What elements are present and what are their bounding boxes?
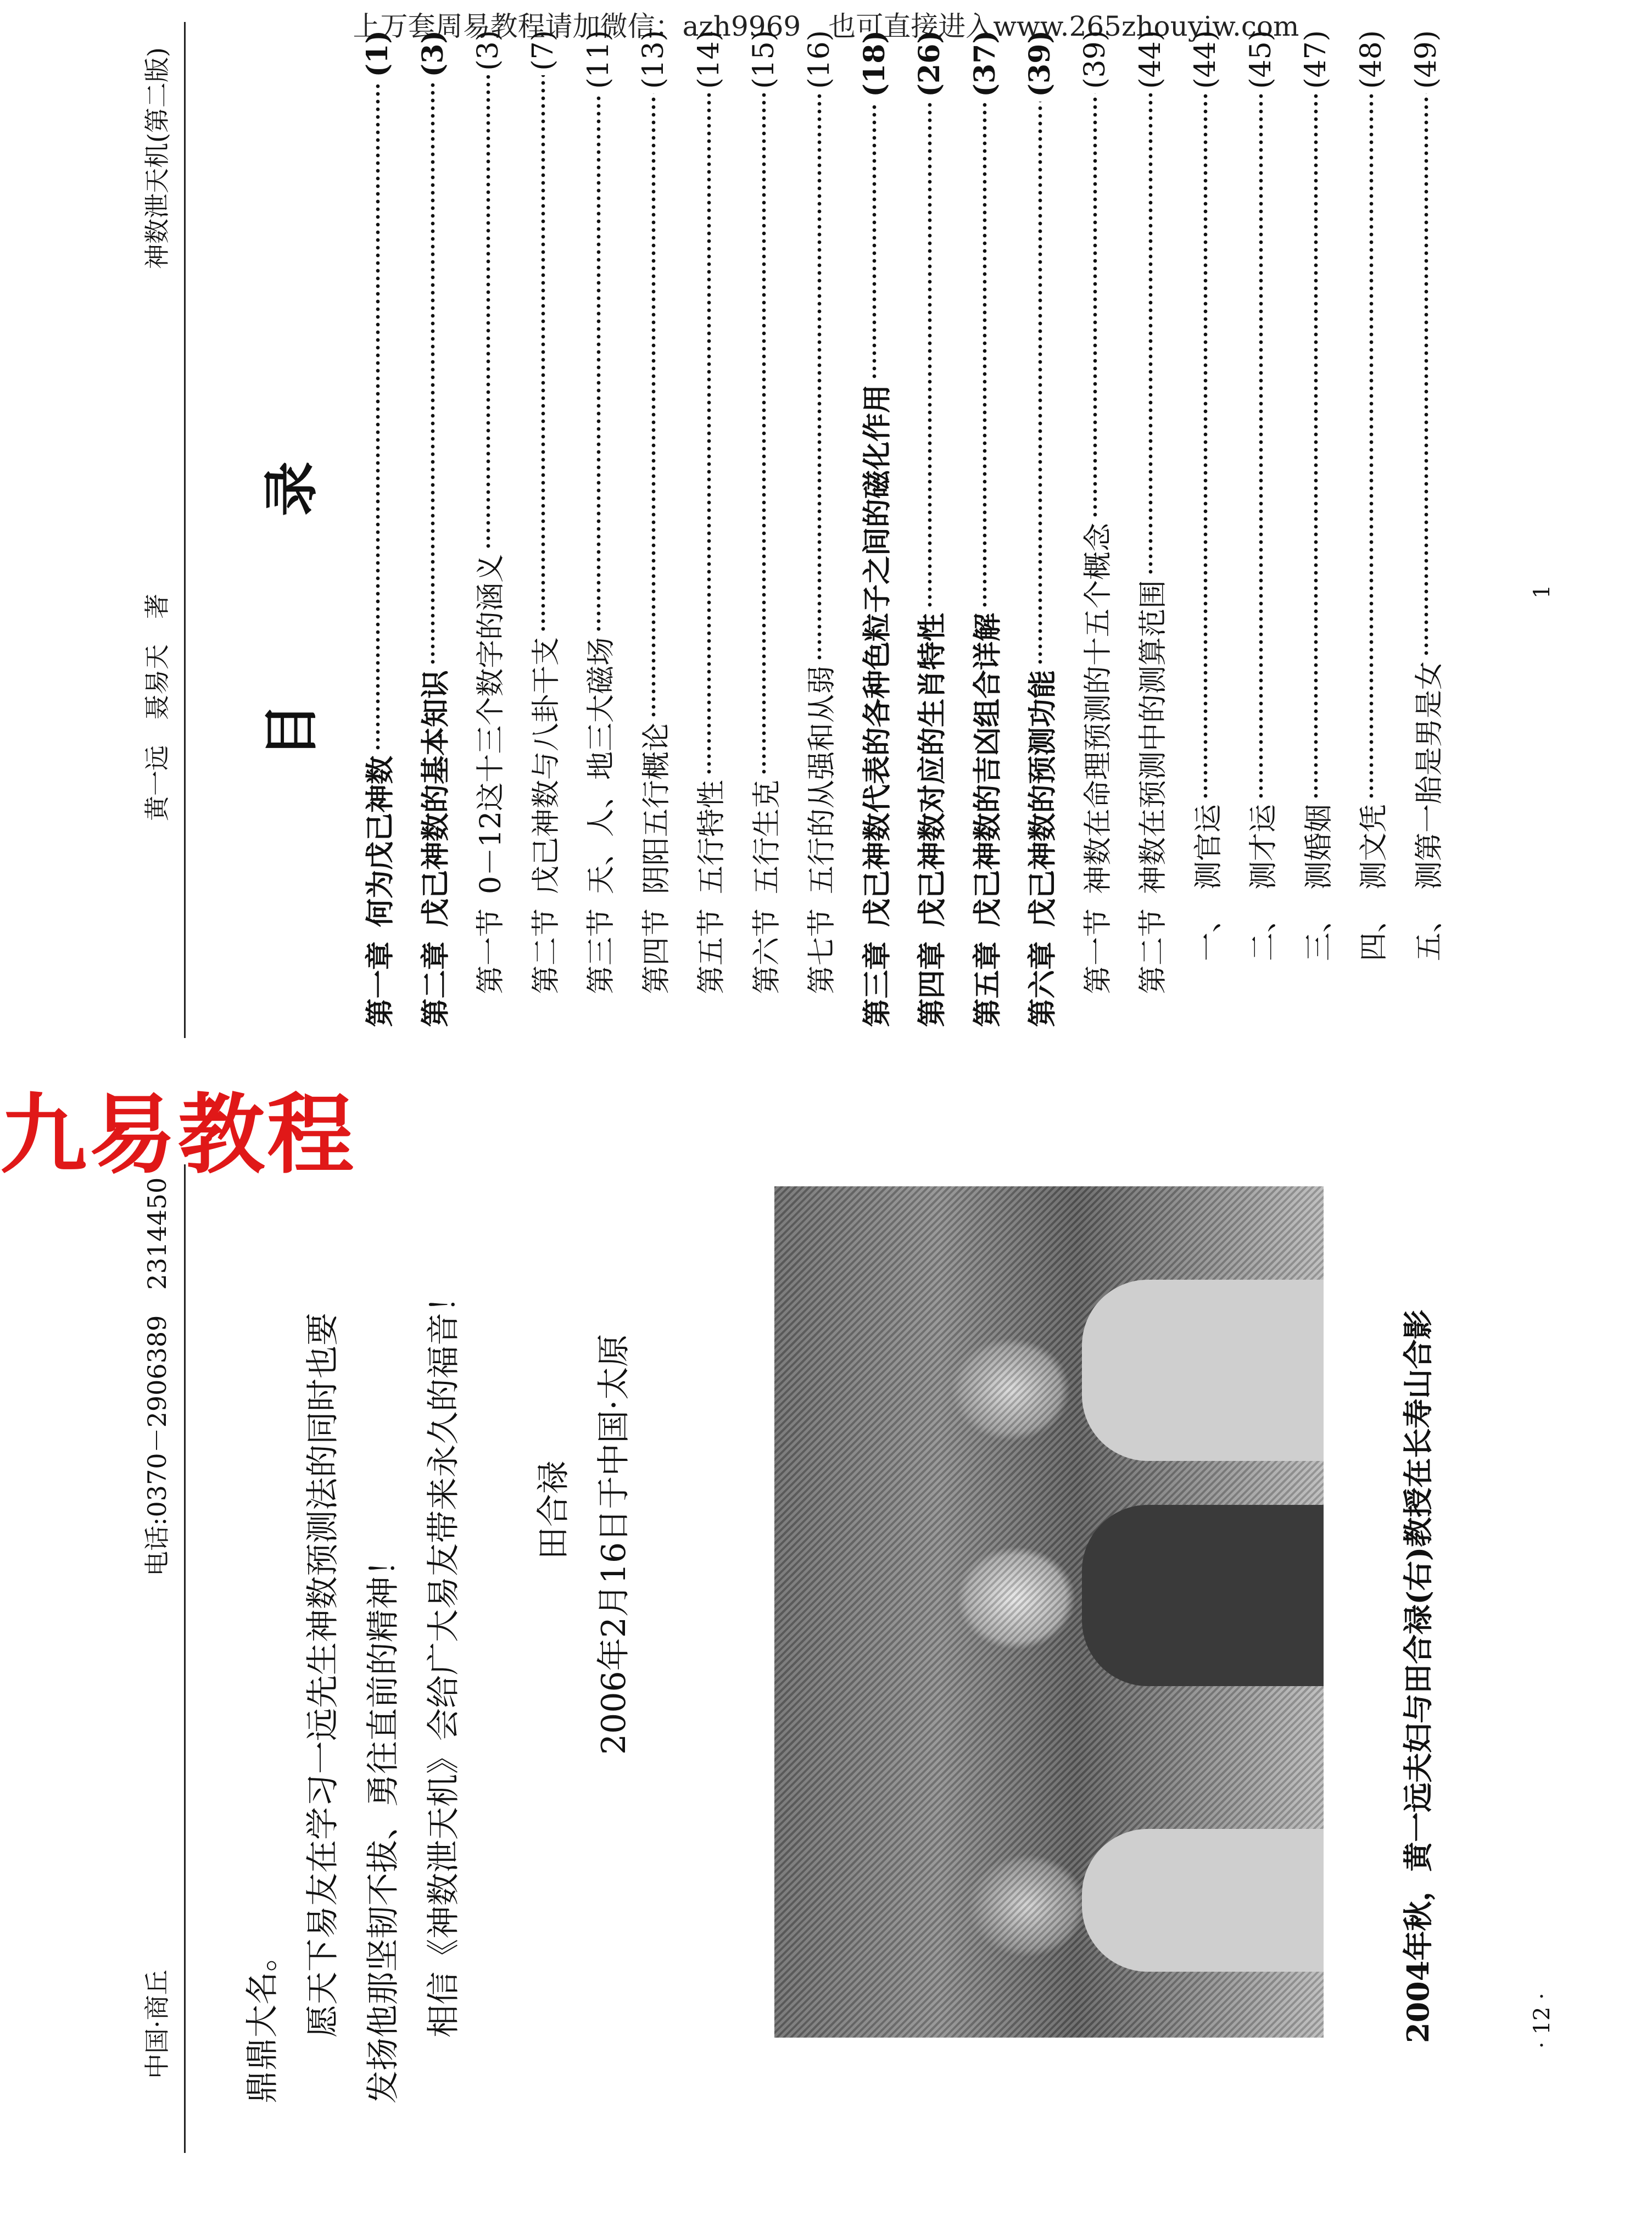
toc-entry-page: (15) (747, 30, 780, 89)
toc-entry (467, 30, 509, 994)
text-line-3: 发扬他那坚韧不拔、勇往直前的精神！ (364, 1543, 403, 2104)
toc-heading: 目 录 (259, 395, 323, 758)
toc-entry (523, 30, 564, 994)
toc-leader-dots (1148, 93, 1153, 576)
toc-entry (1185, 30, 1226, 961)
toc-leader-dots (540, 75, 546, 633)
toc-entry (744, 30, 785, 994)
toc-entry-page: (14) (692, 30, 725, 89)
watermark-logo: 九易教程 (0, 1085, 356, 1186)
toc-entry-number: 第五章 (970, 941, 1004, 1027)
toc-leader-dots (430, 81, 436, 666)
toc-entry-title: 测官运 (1192, 804, 1225, 890)
toc-entry-number: 第五节 (695, 908, 728, 994)
toc-entry-page: (11) (582, 30, 615, 89)
toc-entry (1350, 30, 1392, 961)
toc-entry-title: 戊己神数的预测功能 (1026, 670, 1059, 927)
toc-entry (688, 30, 729, 994)
toc-entry (633, 30, 674, 994)
toc-entry-page: (44) (1189, 30, 1222, 89)
toc-leader-dots (927, 102, 933, 609)
toc-entry (799, 30, 840, 994)
toc-entry-title: 神数在预测中的测算范围 (1137, 579, 1170, 894)
toc-entry-number: 第一章 (364, 941, 397, 1027)
toc-entry-number: 第二节 (1137, 908, 1170, 994)
toc-entry-title: 五行特性 (695, 779, 728, 894)
toc-entry-title: 戊己神数的吉凶组合详解 (970, 612, 1004, 927)
toc-entry (1406, 30, 1447, 961)
toc-entry (1296, 30, 1337, 961)
toc-entry-title: 戊己神数的基本知识 (418, 670, 453, 927)
toc-entry-title: 五行的从强和从弱 (806, 665, 839, 894)
toc-leader-dots (872, 102, 877, 380)
toc-entry-page: (1) (361, 30, 394, 77)
toc-entry (1240, 30, 1281, 961)
toc-entry-number: 三、 (1302, 903, 1336, 961)
toc-leader-dots (1258, 93, 1264, 800)
toc-entry-title: 测第一胎是男是女 (1413, 661, 1446, 890)
toc-entry-page: (37) (968, 30, 1002, 97)
authors-line: 黄一远 聂易天 著 (142, 594, 172, 821)
toc-leader-dots (651, 93, 656, 718)
toc-entry-number: 一、 (1192, 903, 1225, 961)
toc-entry-page: (13) (637, 30, 670, 89)
toc-leader-dots (1424, 93, 1429, 657)
toc-entry-title: 戊己神数对应的生肖特性 (916, 612, 949, 927)
toc-entry (909, 30, 950, 1027)
toc-entry-number: 二、 (1247, 903, 1280, 961)
toc-leader-dots (596, 93, 601, 633)
toc-entry (412, 30, 454, 1027)
toc-leader-dots (982, 102, 987, 609)
text-line-1: 鼎鼎大名。 (243, 1939, 282, 2104)
photo-person-left (1082, 1829, 1324, 1972)
toc-entry-page: (7) (527, 30, 560, 71)
toc-entry-page: (45) (1244, 30, 1277, 89)
header-phone: 电话:0370－2906389 2314450 (142, 1177, 172, 1576)
toc-entry (578, 30, 619, 994)
left-page-number: · 12 · (1530, 1993, 1555, 2049)
toc-entry-number: 四、 (1358, 903, 1391, 961)
toc-entry-page: (26) (913, 30, 946, 97)
toc-entry-title: 0－12这十三个数字的涵义 (475, 554, 507, 894)
toc-entry-number: 第四节 (640, 908, 673, 994)
text-line-2: 愿天下易友在学习一远先生神数预测法的同时也要 (304, 1313, 342, 2104)
toc-entry-number: 第三节 (585, 908, 618, 994)
toc-entry-number: 第六节 (750, 908, 784, 994)
toc-entry-title: 测才运 (1247, 804, 1280, 890)
text-line-4: 相信《神数泄天机》会给广大易友带来永久的福音！ (425, 1280, 463, 2104)
toc-entry-number: 第六章 (1026, 941, 1059, 1027)
toc-leader-dots (1313, 93, 1319, 800)
toc-entry (1019, 30, 1061, 1027)
photo-person-right (1082, 1280, 1324, 1461)
toc-entry-title: 测文凭 (1358, 804, 1391, 890)
toc-entry (1130, 30, 1171, 994)
toc-leader-dots (761, 93, 767, 776)
toc-entry-title: 神数在命理预测的十五个概念 (1081, 522, 1115, 894)
header-rule (184, 22, 186, 1038)
group-photo (774, 1186, 1324, 2038)
toc-entry-number: 第三章 (860, 941, 894, 1027)
header-location: 中国·商丘 (142, 1970, 172, 2079)
toc-leader-dots (375, 81, 381, 751)
toc-entry-title: 五行生克 (750, 779, 784, 894)
left-header-rule (184, 1164, 186, 2153)
toc-leader-dots (1037, 102, 1043, 666)
toc-entry-page: (49) (1410, 30, 1443, 89)
toc-entry-number: 五、 (1413, 903, 1446, 961)
toc-entry-page: (39) (1079, 30, 1112, 89)
toc-leader-dots (817, 93, 822, 661)
toc-entry-page: (47) (1299, 30, 1332, 89)
toc-leader-dots (1203, 93, 1208, 800)
toc-entry-title: 何为戊己神数 (364, 755, 397, 927)
toc-entry-page: (48) (1354, 30, 1388, 89)
toc-entry-page: (3) (471, 30, 505, 71)
photo-person-center (1082, 1505, 1324, 1686)
toc-entry-number: 第四章 (916, 941, 949, 1027)
toc-leader-dots (1369, 93, 1374, 800)
toc-entry-number: 第二节 (529, 908, 563, 994)
toc-entry-number: 第一节 (475, 908, 507, 994)
toc-entry-title: 测婚姻 (1302, 804, 1336, 890)
right-page-number: 1 (1530, 584, 1555, 599)
toc-leader-dots (706, 93, 712, 776)
toc-entry-number: 第一节 (1081, 908, 1115, 994)
toc-entry-page: (18) (857, 30, 891, 97)
toc-entry-title: 阴阳五行概论 (640, 722, 673, 894)
book-title: 神数泄天机(第二版) (142, 47, 172, 269)
toc-entry-title: 戊己神数代表的各种色粒子之间的磁化作用 (860, 384, 894, 927)
toc-entry-title: 戊己神数与八卦干支 (529, 637, 563, 894)
date-place: 2006年2月16日于中国·太原 (595, 1334, 633, 1755)
toc-entry (964, 30, 1006, 1027)
toc-leader-dots (1092, 93, 1098, 518)
toc-entry-number: 第二章 (418, 941, 453, 1027)
toc-entry (854, 30, 895, 1027)
toc-entry-page: (39) (1023, 30, 1057, 97)
toc-entry-page: (3) (416, 30, 450, 77)
toc-entry-page: (16) (802, 30, 836, 89)
toc-entry-title: 天、人、地三大磁场 (585, 637, 618, 894)
toc-entry-page: (44) (1134, 30, 1167, 89)
photo-caption: 2004年秋，黄一远夫妇与田合禄(右)教授在长寿山合影 (1400, 1309, 1436, 2043)
banner-text: 上万套周易教程请加微信：azh9969 也可直接进入www.265zhouyiw.com (353, 10, 1299, 42)
signature: 田合禄 (534, 1461, 573, 1560)
toc-leader-dots (485, 75, 491, 550)
toc-entry (357, 30, 398, 1027)
toc-entry-number: 第七节 (806, 908, 839, 994)
toc-entry (1075, 30, 1116, 994)
